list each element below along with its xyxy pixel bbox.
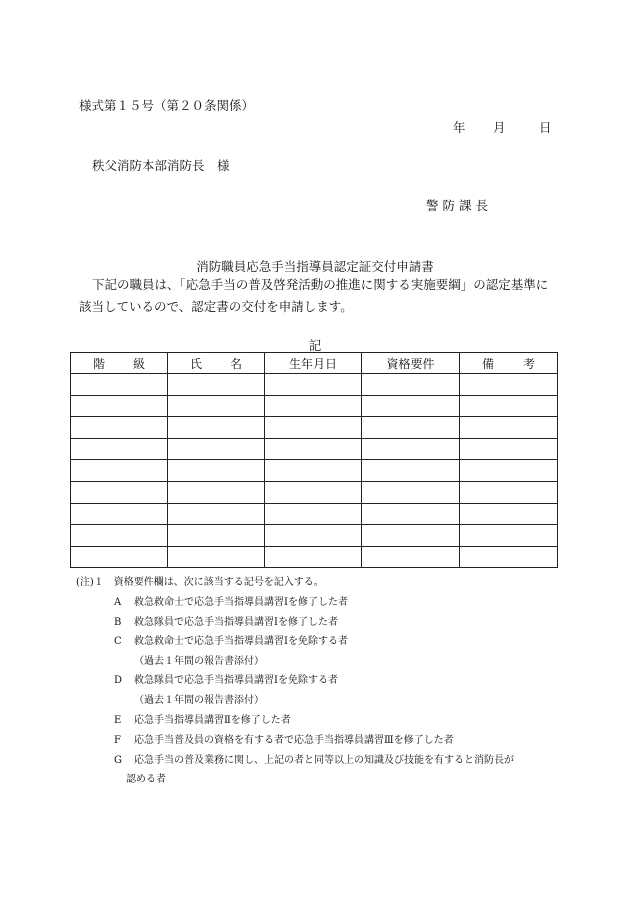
table-cell	[168, 417, 265, 439]
table-cell	[362, 503, 460, 525]
sender: 警防課長	[426, 198, 493, 213]
header-rank-char-1: 階	[93, 356, 106, 371]
table-cell	[460, 395, 558, 417]
document-title: 消防職員応急手当指導員認定証交付申請書	[196, 259, 434, 274]
table-cell	[362, 395, 460, 417]
table-cell	[71, 417, 168, 439]
table-cell	[265, 481, 362, 503]
table-cell	[71, 546, 168, 568]
table-cell	[460, 417, 558, 439]
table-cell	[362, 417, 460, 439]
date-day: 日	[539, 120, 552, 135]
record-mark: 記	[308, 338, 322, 353]
table-row	[71, 374, 558, 396]
table-cell	[362, 525, 460, 547]
table-row	[71, 546, 558, 568]
table-cell	[460, 374, 558, 396]
table-cell	[362, 374, 460, 396]
note-item-c: C 救急救命士で応急手当指導員講習Ⅰを免除する者	[114, 636, 348, 647]
header-qualification: 資格要件	[362, 353, 460, 374]
note-item-a: A 救急救命士で応急手当指導員講習Ⅰを修了した者	[114, 597, 348, 608]
header-remarks-char-2: 考	[522, 356, 535, 371]
note-item-e: E 応急手当指導員講習Ⅱを修了した者	[114, 715, 291, 726]
header-name-char-2: 名	[229, 356, 242, 371]
header-name-char-1: 氏	[190, 356, 203, 371]
date-month: 月	[493, 120, 506, 135]
table-cell	[265, 546, 362, 568]
table-cell	[71, 460, 168, 482]
note-item-g: G 応急手当の普及業務に関し、上記の者と同等以上の知識及び技能を有すると消防長が	[114, 755, 514, 766]
table-cell	[265, 417, 362, 439]
record-table	[70, 352, 558, 568]
form-number: 様式第１５号（第２０条関係）	[79, 98, 255, 113]
table-cell	[168, 481, 265, 503]
note-item-g-continuation: 認める者	[126, 774, 166, 785]
table-cell	[168, 395, 265, 417]
table-cell	[265, 503, 362, 525]
table-cell	[460, 503, 558, 525]
table-cell	[265, 438, 362, 460]
table-row	[71, 460, 558, 482]
table-cell	[71, 395, 168, 417]
note-item-d-sub: （過去１年間の報告書添付）	[134, 695, 264, 706]
table-row	[71, 503, 558, 525]
table-cell	[460, 481, 558, 503]
table-cell	[362, 481, 460, 503]
table-cell	[460, 525, 558, 547]
body-paragraph: 下記の職員は、「応急手当の普及啓発活動の推進に関する実施要綱」の認定基準に該当しているので、認定書の交付を申請します。	[79, 277, 549, 314]
note-item-b: B 救急隊員で応急手当指導員講習Ⅰを修了した者	[114, 617, 338, 628]
table-row	[71, 417, 558, 439]
table-cell	[71, 525, 168, 547]
table-cell	[265, 525, 362, 547]
table-row	[71, 438, 558, 460]
table-header-row	[71, 353, 558, 374]
header-rank	[71, 353, 168, 374]
table-cell	[362, 460, 460, 482]
table-cell	[71, 503, 168, 525]
table-cell	[362, 546, 460, 568]
note-item-d: D 救急隊員で応急手当指導員講習Ⅰを免除する者	[114, 675, 338, 686]
header-remarks-char-1: 備	[482, 356, 495, 371]
table-cell	[460, 460, 558, 482]
table-cell	[168, 374, 265, 396]
header-birthdate: 生年月日	[265, 353, 362, 374]
table-row	[71, 395, 558, 417]
addressee: 秩父消防本部消防長 様	[92, 158, 230, 173]
table-cell	[71, 374, 168, 396]
note-item-f: F 応急手当普及員の資格を有する者で応急手当指導員講習Ⅲを修了した者	[114, 735, 454, 746]
date-line	[453, 118, 552, 136]
notes-heading: (注)１ 資格要件欄は、次に該当する記号を記入する。	[76, 577, 324, 588]
table-cell	[362, 438, 460, 460]
table-row	[71, 481, 558, 503]
header-name	[168, 353, 265, 374]
table-cell	[71, 438, 168, 460]
table-cell	[460, 546, 558, 568]
table-cell	[168, 525, 265, 547]
table-cell	[460, 438, 558, 460]
table-cell	[168, 546, 265, 568]
table-cell	[265, 374, 362, 396]
table-cell	[168, 438, 265, 460]
header-remarks	[460, 353, 558, 374]
note-item-c-sub: （過去１年間の報告書添付）	[134, 656, 264, 667]
table-cell	[265, 460, 362, 482]
table-cell	[265, 395, 362, 417]
date-year: 年	[453, 120, 466, 135]
header-rank-char-2: 級	[132, 356, 145, 371]
table-cell	[71, 481, 168, 503]
table-cell	[168, 460, 265, 482]
table-cell	[168, 503, 265, 525]
table-row	[71, 525, 558, 547]
